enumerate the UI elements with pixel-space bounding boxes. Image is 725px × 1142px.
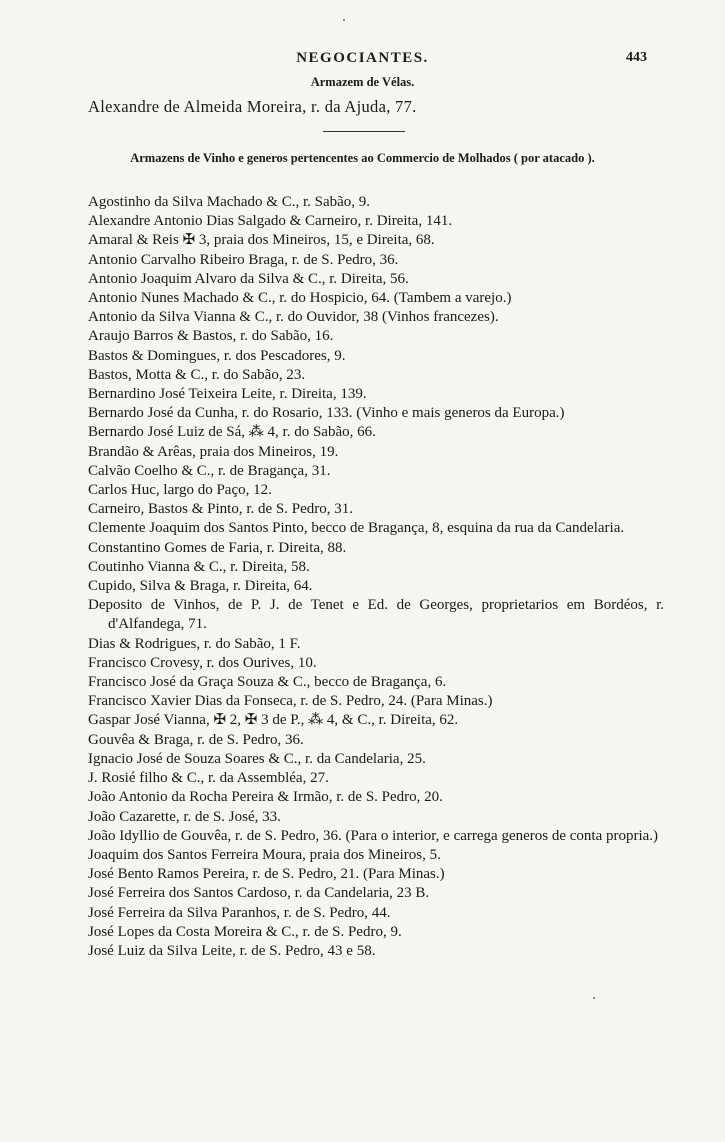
- directory-entry: Agostinho da Silva Machado & C., r. Sabão, 9.: [88, 194, 371, 210]
- directory-entry: Coutinho Vianna & C., r. Direita, 58.: [88, 558, 310, 575]
- directory-entry: Bernardino José Teixeira Leite, r. Direita, 139.: [88, 386, 367, 403]
- directory-entry: Cupido, Silva & Braga, r. Direita, 64.: [88, 578, 313, 595]
- directory-entry: Araujo Barros & Bastos, r. do Sabão, 16.: [88, 328, 334, 345]
- directory-entry: José Luiz da Silva Leite, r. de S. Pedro, 43 e 58.: [88, 942, 376, 959]
- directory-entry: Carlos Huc, largo do Paço, 12.: [88, 482, 272, 499]
- section-title-candle-warehouse: Armazem de Vélas.: [310, 75, 415, 89]
- directory-entry: Deposito de Vinhos, de P. J. de Tenet e Ed. de Georges, proprietarios em Bordéos, r. d'Alfandega, 71.: [88, 597, 664, 633]
- page-number: 443: [626, 50, 647, 65]
- directory-entry: Gaspar José Vianna, ✠ 2, ✠ 3 de P., ⁂ 4, & C., r. Direita, 62.: [88, 712, 459, 729]
- directory-entry: Antonio Nunes Machado & C., r. do Hospicio, 64. (Tambem a varejo.): [88, 290, 512, 307]
- directory-entry: Alexandre de Almeida Moreira, r. da Ajuda, 77.: [88, 97, 417, 116]
- directory-entry: Brandão & Arêas, praia dos Mineiros, 19.: [88, 443, 339, 460]
- directory-entry: Bastos & Domingues, r. dos Pescadores, 9.: [88, 347, 346, 364]
- directory-entry: João Antonio da Rocha Pereira & Irmão, r. de S. Pedro, 20.: [88, 789, 443, 806]
- directory-entry: Bernardo José da Cunha, r. do Rosario, 133. (Vinho e mais generos da Europa.): [88, 405, 565, 422]
- directory-entry: Clemente Joaquim dos Santos Pinto, becco de Bragança, 8, esquina da rua da Candelaria.: [88, 520, 625, 537]
- print-speck: [343, 19, 345, 21]
- directory-entry: Calvão Coelho & C., r. de Bragança, 31.: [88, 462, 331, 479]
- running-head: [0, 50, 725, 72]
- section-title-wine-warehouses: Armazens de Vinho e generos pertencentes ao Commercio de Molhados ( por atacado ).: [130, 151, 595, 165]
- section-divider: [323, 131, 405, 132]
- directory-entry: Joaquim dos Santos Ferreira Moura, praia dos Mineiros, 5.: [88, 846, 441, 863]
- directory-entry-list: [88, 193, 664, 961]
- print-speck: [593, 997, 595, 999]
- directory-entry: José Lopes da Costa Moreira & C., r. de S. Pedro, 9.: [88, 923, 402, 940]
- directory-entry: João Cazarette, r. de S. José, 33.: [88, 808, 281, 825]
- directory-entry: Francisco Xavier Dias da Fonseca, r. de S. Pedro, 24. (Para Minas.): [88, 693, 493, 710]
- directory-entry: Gouvêa & Braga, r. de S. Pedro, 36.: [88, 731, 304, 748]
- directory-entry: Carneiro, Bastos & Pinto, r. de S. Pedro, 31.: [88, 501, 353, 518]
- directory-entry: Francisco José da Graça Souza & C., becco de Bragança, 6.: [88, 674, 447, 691]
- directory-entry: José Bento Ramos Pereira, r. de S. Pedro, 21. (Para Minas.): [88, 866, 445, 883]
- directory-entry: Constantino Gomes de Faria, r. Direita, 88.: [88, 539, 347, 556]
- directory-entry: José Ferreira dos Santos Cardoso, r. da Candelaria, 23 B.: [88, 885, 430, 902]
- directory-entry: Bernardo José Luiz de Sá, ⁂ 4, r. do Sabão, 66.: [88, 424, 376, 441]
- directory-entry: Francisco Crovesy, r. dos Ourives, 10.: [88, 654, 317, 671]
- directory-entry: Dias & Rodrigues, r. do Sabão, 1 F.: [88, 635, 301, 652]
- directory-entry: Amaral & Reis ✠ 3, praia dos Mineiros, 15, e Direita, 68.: [88, 232, 435, 249]
- directory-entry: Antonio Joaquim Alvaro da Silva & C., r. Direita, 56.: [88, 270, 409, 287]
- running-title: NEGOCIANTES.: [296, 50, 429, 66]
- directory-entry: J. Rosié filho & C., r. da Assembléa, 27.: [88, 770, 329, 787]
- directory-entry: Alexandre Antonio Dias Salgado & Carneiro, r. Direita, 141.: [88, 213, 453, 230]
- directory-entry: José Ferreira da Silva Paranhos, r. de S. Pedro, 44.: [88, 904, 391, 921]
- directory-entry: João Idyllio de Gouvêa, r. de S. Pedro, 36. (Para o interior, e carrega generos de conta propria.): [88, 827, 659, 844]
- directory-entry: Antonio da Silva Vianna & C., r. do Ouvidor, 38 (Vinhos francezes).: [88, 309, 499, 326]
- directory-entry: Bastos, Motta & C., r. do Sabão, 23.: [88, 366, 306, 383]
- directory-entry: Ignacio José de Souza Soares & C., r. da Candelaria, 25.: [88, 750, 426, 767]
- directory-entry: Antonio Carvalho Ribeiro Braga, r. de S. Pedro, 36.: [88, 251, 399, 268]
